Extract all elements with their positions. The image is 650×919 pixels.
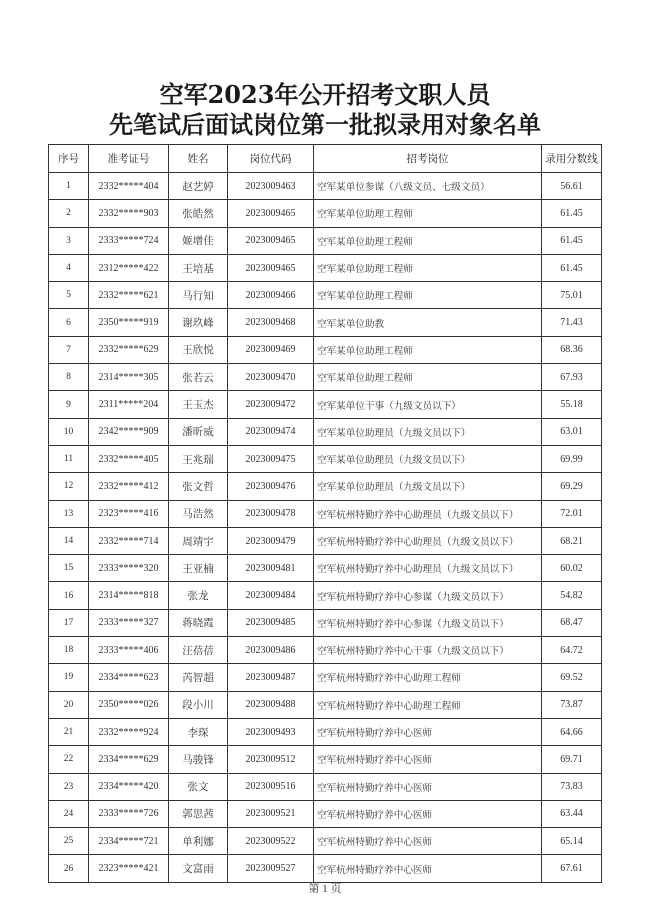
header-name: 姓名 xyxy=(169,145,228,173)
cell-exam-id: 2333*****320 xyxy=(89,555,169,582)
header-position-code: 岗位代码 xyxy=(228,145,314,173)
cell-position-code: 2023009463 xyxy=(228,173,314,200)
cell-name: 王兆瑞 xyxy=(169,445,228,472)
document-title-line-1: 空军2023年公开招考文职人员 xyxy=(159,80,491,109)
cell-score: 75.01 xyxy=(542,282,602,309)
cell-position: 空军杭州特勤疗养中心医师 xyxy=(314,718,542,745)
cell-exam-id: 2332*****404 xyxy=(89,173,169,200)
cell-position: 空军某单位助理工程师 xyxy=(314,200,542,227)
cell-score: 67.61 xyxy=(542,855,602,882)
cell-seq: 8 xyxy=(49,364,89,391)
page-number: 第 1 页 xyxy=(308,883,342,895)
cell-score: 61.45 xyxy=(542,227,602,254)
cell-position-code: 2023009512 xyxy=(228,746,314,773)
cell-name: 蒋晓霞 xyxy=(169,609,228,636)
cell-exam-id: 2332*****629 xyxy=(89,336,169,363)
cell-score: 65.14 xyxy=(542,828,602,855)
header-score: 录用分数线 xyxy=(542,145,602,173)
cell-name: 段小川 xyxy=(169,691,228,718)
cell-name: 张若云 xyxy=(169,364,228,391)
table-row xyxy=(49,173,602,200)
table-row xyxy=(49,200,602,227)
table-row xyxy=(49,609,602,636)
cell-position: 空军杭州特勤疗养中心医师 xyxy=(314,773,542,800)
table-row xyxy=(49,664,602,691)
cell-seq: 22 xyxy=(49,746,89,773)
cell-position-code: 2023009465 xyxy=(228,200,314,227)
cell-position: 空军某单位助理工程师 xyxy=(314,254,542,281)
table-row xyxy=(49,445,602,472)
cell-name: 文富雨 xyxy=(169,855,228,882)
cell-position: 空军杭州特勤疗养中心助理员（九级文员以下） xyxy=(314,555,542,582)
cell-position: 空军杭州特勤疗养中心医师 xyxy=(314,746,542,773)
cell-position-code: 2023009484 xyxy=(228,582,314,609)
cell-exam-id: 2350*****026 xyxy=(89,691,169,718)
cell-position: 空军杭州特勤疗养中心助理工程师 xyxy=(314,664,542,691)
table-row xyxy=(49,746,602,773)
cell-exam-id: 2314*****818 xyxy=(89,582,169,609)
cell-name: 李琛 xyxy=(169,718,228,745)
table-header-row xyxy=(49,145,602,173)
cell-name: 姬增佳 xyxy=(169,227,228,254)
cell-exam-id: 2333*****327 xyxy=(89,609,169,636)
table-row xyxy=(49,718,602,745)
cell-score: 64.66 xyxy=(542,718,602,745)
cell-score: 60.02 xyxy=(542,555,602,582)
table-row xyxy=(49,418,602,445)
cell-position-code: 2023009488 xyxy=(228,691,314,718)
cell-seq: 4 xyxy=(49,254,89,281)
cell-score: 61.45 xyxy=(542,254,602,281)
cell-position-code: 2023009476 xyxy=(228,473,314,500)
cell-position-code: 2023009469 xyxy=(228,336,314,363)
cell-position: 空军某单位助理工程师 xyxy=(314,227,542,254)
cell-seq: 15 xyxy=(49,555,89,582)
cell-name: 周靖宇 xyxy=(169,527,228,554)
cell-exam-id: 2332*****903 xyxy=(89,200,169,227)
cell-name: 马行知 xyxy=(169,282,228,309)
cell-name: 谢玖峰 xyxy=(169,309,228,336)
cell-exam-id: 2332*****405 xyxy=(89,445,169,472)
cell-seq: 19 xyxy=(49,664,89,691)
cell-seq: 13 xyxy=(49,500,89,527)
table-row xyxy=(49,828,602,855)
cell-score: 54.82 xyxy=(542,582,602,609)
cell-score: 63.01 xyxy=(542,418,602,445)
cell-name: 张皓然 xyxy=(169,200,228,227)
cell-name: 马骏锋 xyxy=(169,746,228,773)
cell-seq: 6 xyxy=(49,309,89,336)
cell-position-code: 2023009472 xyxy=(228,391,314,418)
cell-seq: 1 xyxy=(49,173,89,200)
cell-score: 69.52 xyxy=(542,664,602,691)
cell-position: 空军某单位参谋（八级文员、七级文员） xyxy=(314,173,542,200)
cell-position-code: 2023009466 xyxy=(228,282,314,309)
cell-seq: 25 xyxy=(49,828,89,855)
cell-name: 王玉杰 xyxy=(169,391,228,418)
cell-position-code: 2023009470 xyxy=(228,364,314,391)
cell-exam-id: 2332*****714 xyxy=(89,527,169,554)
table-row xyxy=(49,500,602,527)
cell-exam-id: 2334*****420 xyxy=(89,773,169,800)
cell-name: 汪蓓蓓 xyxy=(169,637,228,664)
header-seq: 序号 xyxy=(49,145,89,173)
cell-seq: 5 xyxy=(49,282,89,309)
cell-seq: 20 xyxy=(49,691,89,718)
cell-name: 张龙 xyxy=(169,582,228,609)
cell-seq: 21 xyxy=(49,718,89,745)
cell-score: 56.61 xyxy=(542,173,602,200)
cell-exam-id: 2333*****726 xyxy=(89,800,169,827)
cell-exam-id: 2323*****416 xyxy=(89,500,169,527)
cell-score: 55.18 xyxy=(542,391,602,418)
cell-position-code: 2023009516 xyxy=(228,773,314,800)
cell-position-code: 2023009468 xyxy=(228,309,314,336)
header-position: 招考岗位 xyxy=(314,145,542,173)
cell-score: 67.93 xyxy=(542,364,602,391)
table-row xyxy=(49,637,602,664)
cell-position: 空军某单位助理员（九级文员以下） xyxy=(314,418,542,445)
cell-position-code: 2023009481 xyxy=(228,555,314,582)
cell-position-code: 2023009527 xyxy=(228,855,314,882)
cell-name: 张文哲 xyxy=(169,473,228,500)
cell-exam-id: 2323*****421 xyxy=(89,855,169,882)
table-row xyxy=(49,391,602,418)
cell-position: 空军杭州特勤疗养中心干事（九级文员以下） xyxy=(314,637,542,664)
cell-position-code: 2023009479 xyxy=(228,527,314,554)
cell-seq: 23 xyxy=(49,773,89,800)
cell-position-code: 2023009475 xyxy=(228,445,314,472)
cell-exam-id: 2314*****305 xyxy=(89,364,169,391)
cell-position: 空军杭州特勤疗养中心助理工程师 xyxy=(314,691,542,718)
cell-seq: 7 xyxy=(49,336,89,363)
table-row xyxy=(49,336,602,363)
cell-score: 69.99 xyxy=(542,445,602,472)
cell-name: 赵艺婷 xyxy=(169,173,228,200)
cell-exam-id: 2332*****924 xyxy=(89,718,169,745)
table-row xyxy=(49,527,602,554)
cell-position: 空军某单位助理员（九级文员以下） xyxy=(314,445,542,472)
cell-exam-id: 2332*****621 xyxy=(89,282,169,309)
cell-position-code: 2023009465 xyxy=(228,254,314,281)
cell-exam-id: 2350*****919 xyxy=(89,309,169,336)
cell-position: 空军杭州特勤疗养中心医师 xyxy=(314,828,542,855)
cell-score: 69.29 xyxy=(542,473,602,500)
cell-seq: 11 xyxy=(49,445,89,472)
table-row xyxy=(49,773,602,800)
cell-exam-id: 2332*****412 xyxy=(89,473,169,500)
cell-name: 王培基 xyxy=(169,254,228,281)
cell-position: 空军某单位助理工程师 xyxy=(314,364,542,391)
table-row xyxy=(49,309,602,336)
cell-name: 马浩然 xyxy=(169,500,228,527)
cell-seq: 24 xyxy=(49,800,89,827)
cell-seq: 2 xyxy=(49,200,89,227)
header-exam-id: 准考证号 xyxy=(89,145,169,173)
admission-list-table xyxy=(48,144,602,883)
cell-exam-id: 2333*****724 xyxy=(89,227,169,254)
cell-position: 空军某单位助理工程师 xyxy=(314,282,542,309)
cell-position: 空军某单位助理员（九级文员以下） xyxy=(314,473,542,500)
table-row xyxy=(49,364,602,391)
table-row xyxy=(49,282,602,309)
cell-score: 71.43 xyxy=(542,309,602,336)
cell-seq: 18 xyxy=(49,637,89,664)
cell-score: 73.87 xyxy=(542,691,602,718)
cell-exam-id: 2334*****623 xyxy=(89,664,169,691)
table-row xyxy=(49,800,602,827)
cell-name: 王欣悦 xyxy=(169,336,228,363)
cell-score: 68.21 xyxy=(542,527,602,554)
cell-position: 空军杭州特勤疗养中心医师 xyxy=(314,800,542,827)
cell-name: 潘昕威 xyxy=(169,418,228,445)
table-row xyxy=(49,473,602,500)
cell-seq: 9 xyxy=(49,391,89,418)
cell-exam-id: 2311*****204 xyxy=(89,391,169,418)
cell-name: 郭思茜 xyxy=(169,800,228,827)
table-row xyxy=(49,582,602,609)
table-row xyxy=(49,855,602,882)
table-row xyxy=(49,254,602,281)
cell-score: 73.83 xyxy=(542,773,602,800)
cell-position: 空军某单位助理工程师 xyxy=(314,336,542,363)
table-row xyxy=(49,555,602,582)
cell-score: 68.36 xyxy=(542,336,602,363)
cell-name: 单利娜 xyxy=(169,828,228,855)
table-row xyxy=(49,691,602,718)
cell-name: 芮智超 xyxy=(169,664,228,691)
cell-score: 69.71 xyxy=(542,746,602,773)
cell-position: 空军杭州特勤疗养中心医师 xyxy=(314,855,542,882)
cell-position-code: 2023009465 xyxy=(228,227,314,254)
cell-score: 68.47 xyxy=(542,609,602,636)
cell-position-code: 2023009478 xyxy=(228,500,314,527)
cell-position-code: 2023009493 xyxy=(228,718,314,745)
cell-exam-id: 2333*****406 xyxy=(89,637,169,664)
cell-position: 空军杭州特勤疗养中心参谋（九级文员以下） xyxy=(314,609,542,636)
table-row xyxy=(49,227,602,254)
cell-position-code: 2023009485 xyxy=(228,609,314,636)
cell-seq: 10 xyxy=(49,418,89,445)
cell-position-code: 2023009522 xyxy=(228,828,314,855)
cell-seq: 26 xyxy=(49,855,89,882)
cell-exam-id: 2334*****629 xyxy=(89,746,169,773)
cell-position-code: 2023009487 xyxy=(228,664,314,691)
cell-position-code: 2023009521 xyxy=(228,800,314,827)
cell-score: 61.45 xyxy=(542,200,602,227)
cell-seq: 16 xyxy=(49,582,89,609)
cell-seq: 14 xyxy=(49,527,89,554)
cell-exam-id: 2342*****909 xyxy=(89,418,169,445)
cell-seq: 17 xyxy=(49,609,89,636)
cell-exam-id: 2334*****721 xyxy=(89,828,169,855)
cell-exam-id: 2312*****422 xyxy=(89,254,169,281)
cell-position-code: 2023009486 xyxy=(228,637,314,664)
cell-seq: 3 xyxy=(49,227,89,254)
cell-position: 空军某单位助教 xyxy=(314,309,542,336)
cell-position-code: 2023009474 xyxy=(228,418,314,445)
cell-name: 王亚楠 xyxy=(169,555,228,582)
cell-position: 空军杭州特勤疗养中心助理员（九级文员以下） xyxy=(314,527,542,554)
cell-score: 64.72 xyxy=(542,637,602,664)
cell-seq: 12 xyxy=(49,473,89,500)
cell-position: 空军某单位干事（九级文员以下） xyxy=(314,391,542,418)
cell-position: 空军杭州特勤疗养中心助理员（九级文员以下） xyxy=(314,500,542,527)
cell-name: 张文 xyxy=(169,773,228,800)
cell-score: 63.44 xyxy=(542,800,602,827)
cell-score: 72.01 xyxy=(542,500,602,527)
cell-position: 空军杭州特勤疗养中心参谋（九级文员以下） xyxy=(314,582,542,609)
document-title-line-2: 先笔试后面试岗位第一批拟录用对象名单 xyxy=(109,110,541,139)
